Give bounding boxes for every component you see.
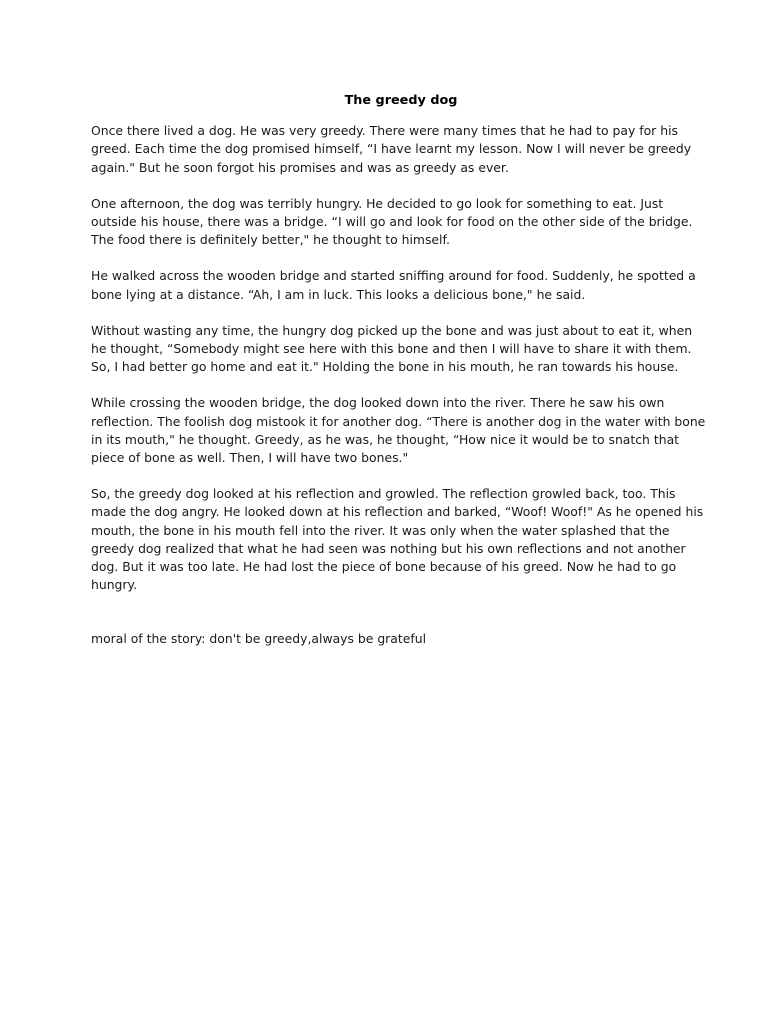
document-body [91,92,711,667]
paragraph-6: So, the greedy dog looked at his reflection and growled. The reflection growled back, too. This made the dog angry. He looked down at his reflection and barked, “Woof! Woof!" As he opened his mouth, the bone in his mouth fell into the river. It was only when the water splashed that the greedy dog realized that what he had seen was nothing but his own reflections and not another dog. But it was too late. He had lost the piece of bone because of his greed. Now he had to go hungry. [91,486,704,593]
paragraph-4: Without wasting any time, the hungry dog picked up the bone and was just about to eat it, when he thought, “Somebody might see here with this bone and then I will have to share it with them. So, I had better go home and eat it." Holding the bone in his mouth, he ran towards his house. [91,322,693,375]
paragraph-1: Once there lived a dog. He was very greedy. There were many times that he had to pay for his greed. Each time the dog promised himself, “I have learnt my lesson. Now I will never be greedy again." But he soon forgot his promises and was as greedy as ever. [91,123,692,175]
paragraph-2: One afternoon, the dog was terribly hungry. He decided to go look for something to eat. Just outside his house, there was a bridge. “I will go and look for food on the other side of the bridge. The food there is definitely better," he thought to himself. [91,195,693,248]
paragraph-5: While crossing the wooden bridge, the dog looked down into the river. There he saw his own reflection. The foolish dog mistook it for another dog. “There is another dog in the water with bone in its mouth," he thought. Greedy, as he was, he thought, “How nice it would be to snatch that piece of bone as well. Then, I will have two bones." [91,395,706,466]
moral-line: moral of the story: don't be greedy,always be grateful [91,631,427,647]
document-title: The greedy dog [344,93,458,108]
paragraph-3: He walked across the wooden bridge and started sniffing around for food. Suddenly, he spotted a bone lying at a distance. “Ah, I am in luck. This looks a delicious bone," he said. [91,268,696,302]
